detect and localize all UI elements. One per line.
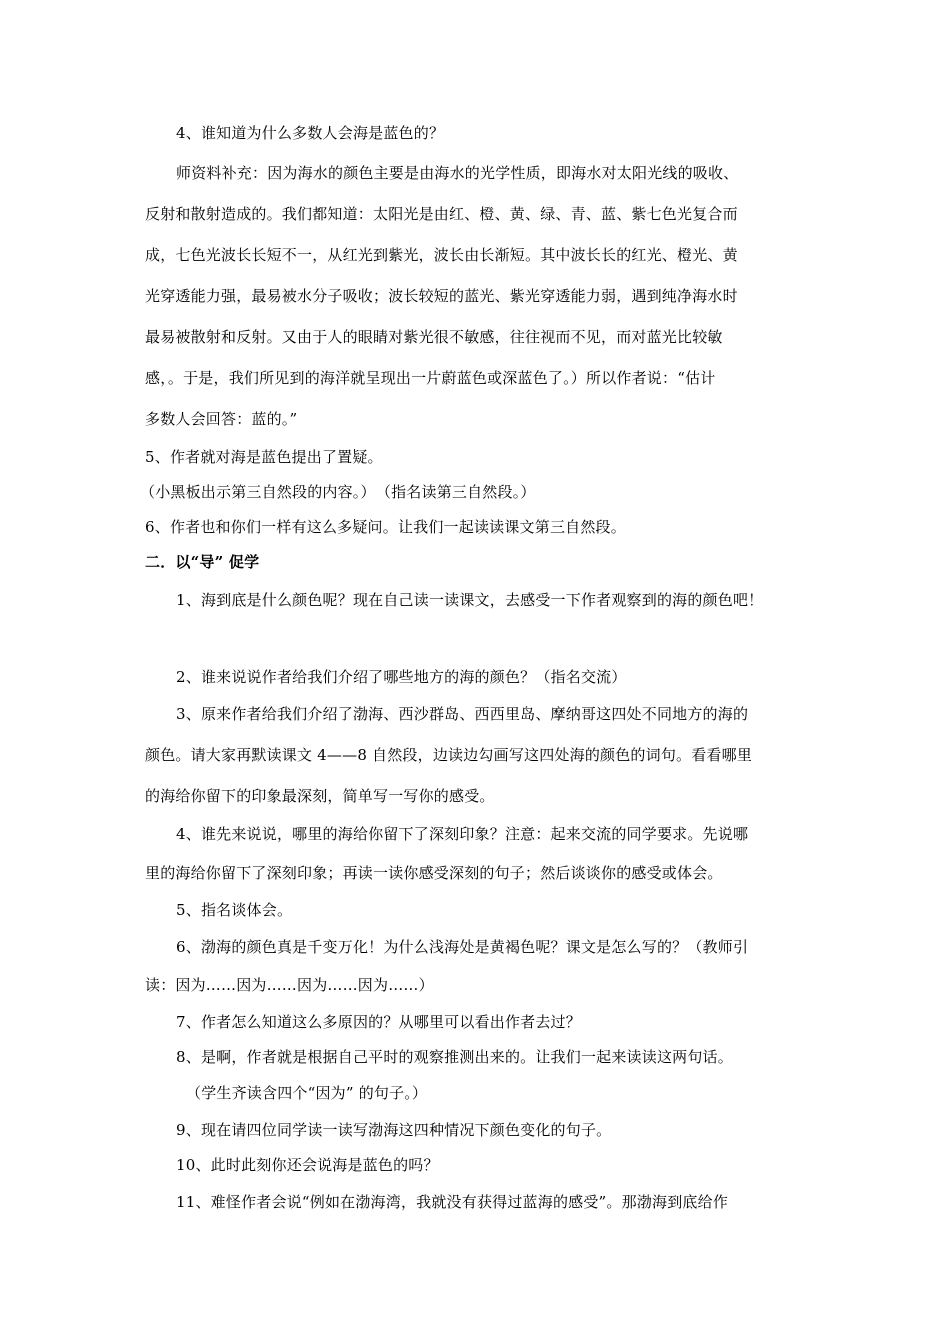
text-line: 师资料补充：因为海水的颜色主要是由海水的光学性质，即海水对太阳光线的吸收、 <box>176 164 739 182</box>
text-line: 6、渤海的颜色真是千变万化！为什么浅海处是黄褐色呢？课文是怎么写的？（教师引 <box>176 938 749 956</box>
text-line: 5、作者就对海是蓝色提出了置疑。 <box>145 448 383 466</box>
text-line: 8、是啊，作者就是根据自己平时的观察推测出来的。让我们一起来读读这两句话。 <box>176 1048 733 1066</box>
text-line: 反射和散射造成的。我们都知道：太阳光是由红、橙、黄、绿、青、蓝、紫七色光复合而 <box>145 205 738 223</box>
text-line: 感，。于是，我们所见到的海洋就呈现出一片蔚蓝色或深蓝色了。）所以作者说：“估计 <box>145 369 716 387</box>
text-line: 5、指名谈体会。 <box>176 901 293 919</box>
text-line: 4、谁先来说说，哪里的海给你留下了深刻印象？注意：起来交流的同学要求。先说哪 <box>176 825 749 843</box>
text-line: 3、原来作者给我们介绍了渤海、西沙群岛、西西里岛、摩纳哥这四处不同地方的海的 <box>176 705 749 723</box>
text-line: 4、谁知道为什么多数人会海是蓝色的？ <box>176 124 445 142</box>
text-line: 多数人会回答：蓝的。” <box>145 410 298 428</box>
text-line: 成，七色光波长长短不一，从红光到紫光，波长由长渐短。其中波长长的红光、橙光、黄 <box>145 246 738 264</box>
text-line: 10、此时此刻你还会说海是蓝色的吗？ <box>176 1156 439 1174</box>
text-line: （小黑板出示第三自然段的内容。） （指名读第三自然段。） <box>140 483 536 501</box>
text-line: 1、海到底是什么颜色呢？现在自己读一读课文，去感受一下作者观察到的海的颜色吧！ <box>176 591 764 609</box>
text-line: 颜色。请大家再默读课文 4——8 自然段，边读边勾画写这四处海的颜色的词句。看看哪里 <box>145 746 753 764</box>
text-line: 里的海给你留下了深刻印象；再读一读你感受深刻的句子；然后谈谈你的感受或体会。 <box>145 864 723 882</box>
text-line: 9、现在请四位同学读一读写渤海这四种情况下颜色变化的句子。 <box>176 1121 612 1139</box>
text-line: 6、作者也和你们一样有这么多疑问。让我们一起读读课文第三自然段。 <box>145 518 626 536</box>
text-line: 最易被散射和反射。又由于人的眼睛对紫光很不敏感，往往视而不见，而对蓝光比较敏 <box>145 328 723 346</box>
text-line: 的海给你留下的印象最深刻，简单写一写你的感受。 <box>145 787 495 805</box>
text-line: 光穿透能力强，最易被水分子吸收；波长较短的蓝光、紫光穿透能力弱，遇到纯净海水时 <box>145 287 738 305</box>
text-line: 7、作者怎么知道这么多原因的？从哪里可以看出作者去过？ <box>176 1013 581 1031</box>
text-line: 11、难怪作者会说“例如在渤海湾，我就没有获得过蓝海的感受”。那渤海到底给作 <box>176 1193 729 1211</box>
text-line: 2、谁来说说作者给我们介绍了哪些地方的海的颜色？（指名交流） <box>176 668 627 686</box>
text-line: 读：因为……因为……因为……因为……） <box>145 976 434 994</box>
section-heading: 二．以“导” 促学 <box>145 553 260 571</box>
text-line: （学生齐读含四个“因为” 的句子。） <box>186 1084 428 1102</box>
